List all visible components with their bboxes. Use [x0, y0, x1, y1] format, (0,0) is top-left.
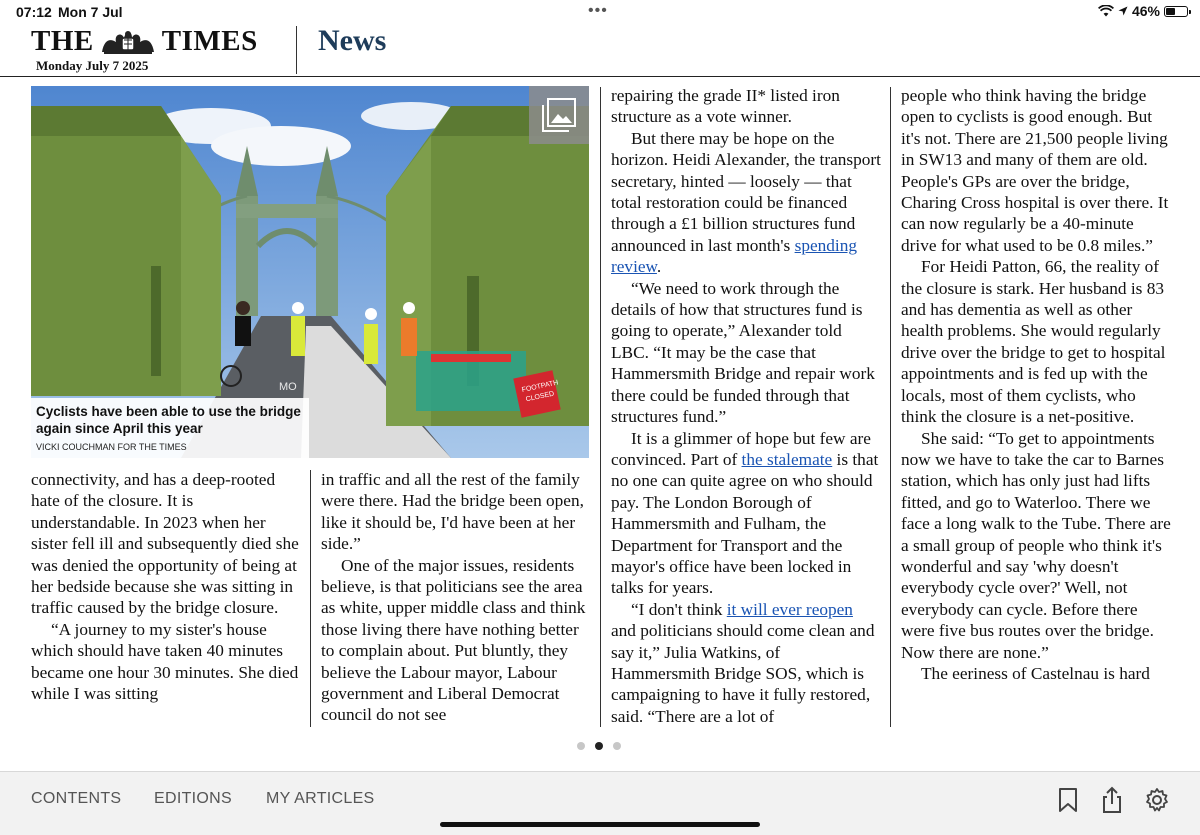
text-run: and politicians should come clean and say it,” Julia Watkins, of Hammersmith Bridge SOS, which is campaigning to have it fully restored, said. “There are a lot of: [611, 621, 875, 726]
article-column-3: [611, 85, 881, 727]
paragraph: The eeriness of Castelnau is hard: [921, 663, 1150, 683]
gallery-button[interactable]: [529, 86, 589, 144]
share-icon[interactable]: [1099, 786, 1125, 814]
paragraph: One of the major issues, residents believe, is that politicians see the area as white, upper middle class and think those living there have nothing better to complain about. Put bluntly, they believe the Labour mayor, Labour government and Liberal Democrat council do not see: [321, 555, 586, 725]
text-run: .: [656, 257, 662, 277]
page-indicator[interactable]: [577, 742, 621, 750]
logo-word-the: THE: [31, 25, 94, 57]
paragraph: [611, 599, 881, 727]
road-marking: MO: [279, 381, 297, 393]
my-articles-tab[interactable]: MY ARTICLES: [266, 790, 375, 807]
image-gallery-icon: [540, 96, 578, 134]
link-spending-review[interactable]: spending review: [611, 235, 857, 277]
bottom-toolbar: [0, 771, 1200, 835]
page-dot[interactable]: [613, 742, 621, 750]
paragraph: connectivity, and has a deep-rooted hate of the closure. It is understandable. In 2023 when her sister fell ill and subsequently died she was denied the opportunity of being at her bedside because she was sitting in traffic caused by the bridge closure.: [31, 470, 299, 618]
home-indicator[interactable]: [440, 822, 760, 827]
column-rule: [600, 87, 601, 727]
photo-caption: [31, 398, 309, 458]
edition-date: Monday July 7 2025: [36, 58, 149, 73]
logo-word-times: TIMES: [161, 25, 258, 57]
times-logo[interactable]: [31, 25, 258, 58]
sign-footpath: FOOTPATH: [521, 379, 559, 394]
section-title: News: [318, 24, 387, 57]
masthead: [0, 24, 1200, 77]
battery-percent: 46%: [1131, 3, 1160, 19]
contents-tab[interactable]: CONTENTS: [31, 790, 122, 807]
paragraph: For Heidi Patton, 66, the reality of the closure is stark. Her husband is 83 and has dementia as well as other health problems. She would regularly drive over the bridge to get to hospital appointments and is fed up with the locals, most of them cyclists, who think the closure is a net-positive.: [901, 257, 1166, 427]
bookmark-icon[interactable]: [1055, 786, 1081, 814]
paragraph: [611, 428, 881, 599]
column-rule: [890, 87, 891, 727]
text-run: is that no one can quite agree on who should pay. The London Borough of Hammersmith and Fulham, the Department for Transport and the mayor's office have been locked in talks for years.: [611, 449, 879, 598]
status-time: 07:12: [16, 4, 52, 20]
multitasking-dots-icon[interactable]: •••: [588, 2, 608, 19]
paragraph: She said: “To get to appointments now we have to take the car to Barnes station, which has only just had lifts fitted, and go to Waterloo. There we face a long walk to the Tube. There are a small group of people who think it's wonderful and say 'why doesn't everybody cycle over?' Well, not everybody can cycle. Before there were five bus routes over the bridge. Now there are none.”: [901, 428, 1171, 662]
paragraph: [611, 128, 881, 278]
photo-credit: VICKI COUCHMAN FOR THE TIMES: [36, 442, 187, 452]
settings-gear-icon[interactable]: [1144, 786, 1170, 814]
text-run: “I don't think: [631, 599, 727, 619]
paragraph: in traffic and all the rest of the family were there. Had the bridge been open, like it should be, I'd have been at her side.”: [321, 470, 584, 554]
battery-icon: [1164, 6, 1188, 17]
status-date: Mon 7 Jul: [58, 4, 123, 20]
battery-fill: [1166, 8, 1175, 15]
paragraph: “A journey to my sister's house which should have taken 40 minutes became one hour 30 minutes. She died while I was sitting: [31, 619, 299, 704]
link-the-stalemate[interactable]: the stalemate: [741, 449, 833, 469]
page-dot[interactable]: [595, 742, 603, 750]
column-rule: [310, 470, 311, 727]
status-right: [1098, 3, 1188, 19]
paragraph: repairing the grade II* listed iron structure as a vote winner.: [611, 86, 840, 127]
link-it-will-ever-reopen[interactable]: it will ever reopen: [726, 599, 853, 619]
wifi-icon: [1098, 5, 1114, 17]
text-run: But there may be hope on the horizon. Heidi Alexander, the transport secretary, hinted — loosely — that total restoration could be financed through a £1 billion structures fund announced in last month's: [611, 128, 881, 255]
royal-crest-icon: [98, 28, 158, 56]
article-column-1: [31, 469, 301, 704]
location-icon: [1118, 6, 1128, 16]
caption-text: Cyclists have been able to use the bridge again since April this year: [36, 404, 301, 436]
page-dot[interactable]: [577, 742, 585, 750]
masthead-divider: [296, 26, 297, 74]
editions-tab[interactable]: EDITIONS: [154, 790, 232, 807]
paragraph: “We need to work through the details of how that structures fund is going to operate,” Alexander told LBC. “It may be the case that Hammersmith Bridge and repair work there could be funded through that structures fund.”: [611, 278, 875, 427]
paragraph: people who think having the bridge open to cyclists is good enough. But it's not. There are 21,500 people living in SW13 and many of them are old. People's GPs are over the bridge, Charing Cross hospital is over there. It can now regularly be a 40-minute drive for what used to be 0.8 miles.”: [901, 86, 1169, 255]
article-column-2: [321, 469, 591, 726]
status-bar: [0, 0, 1200, 24]
article-photo[interactable]: [31, 86, 589, 458]
text-run: It is a glimmer of hope but few are convinced. Part of: [611, 428, 871, 469]
sign-closed: CLOSED: [525, 390, 555, 404]
article-column-4: [901, 85, 1171, 684]
